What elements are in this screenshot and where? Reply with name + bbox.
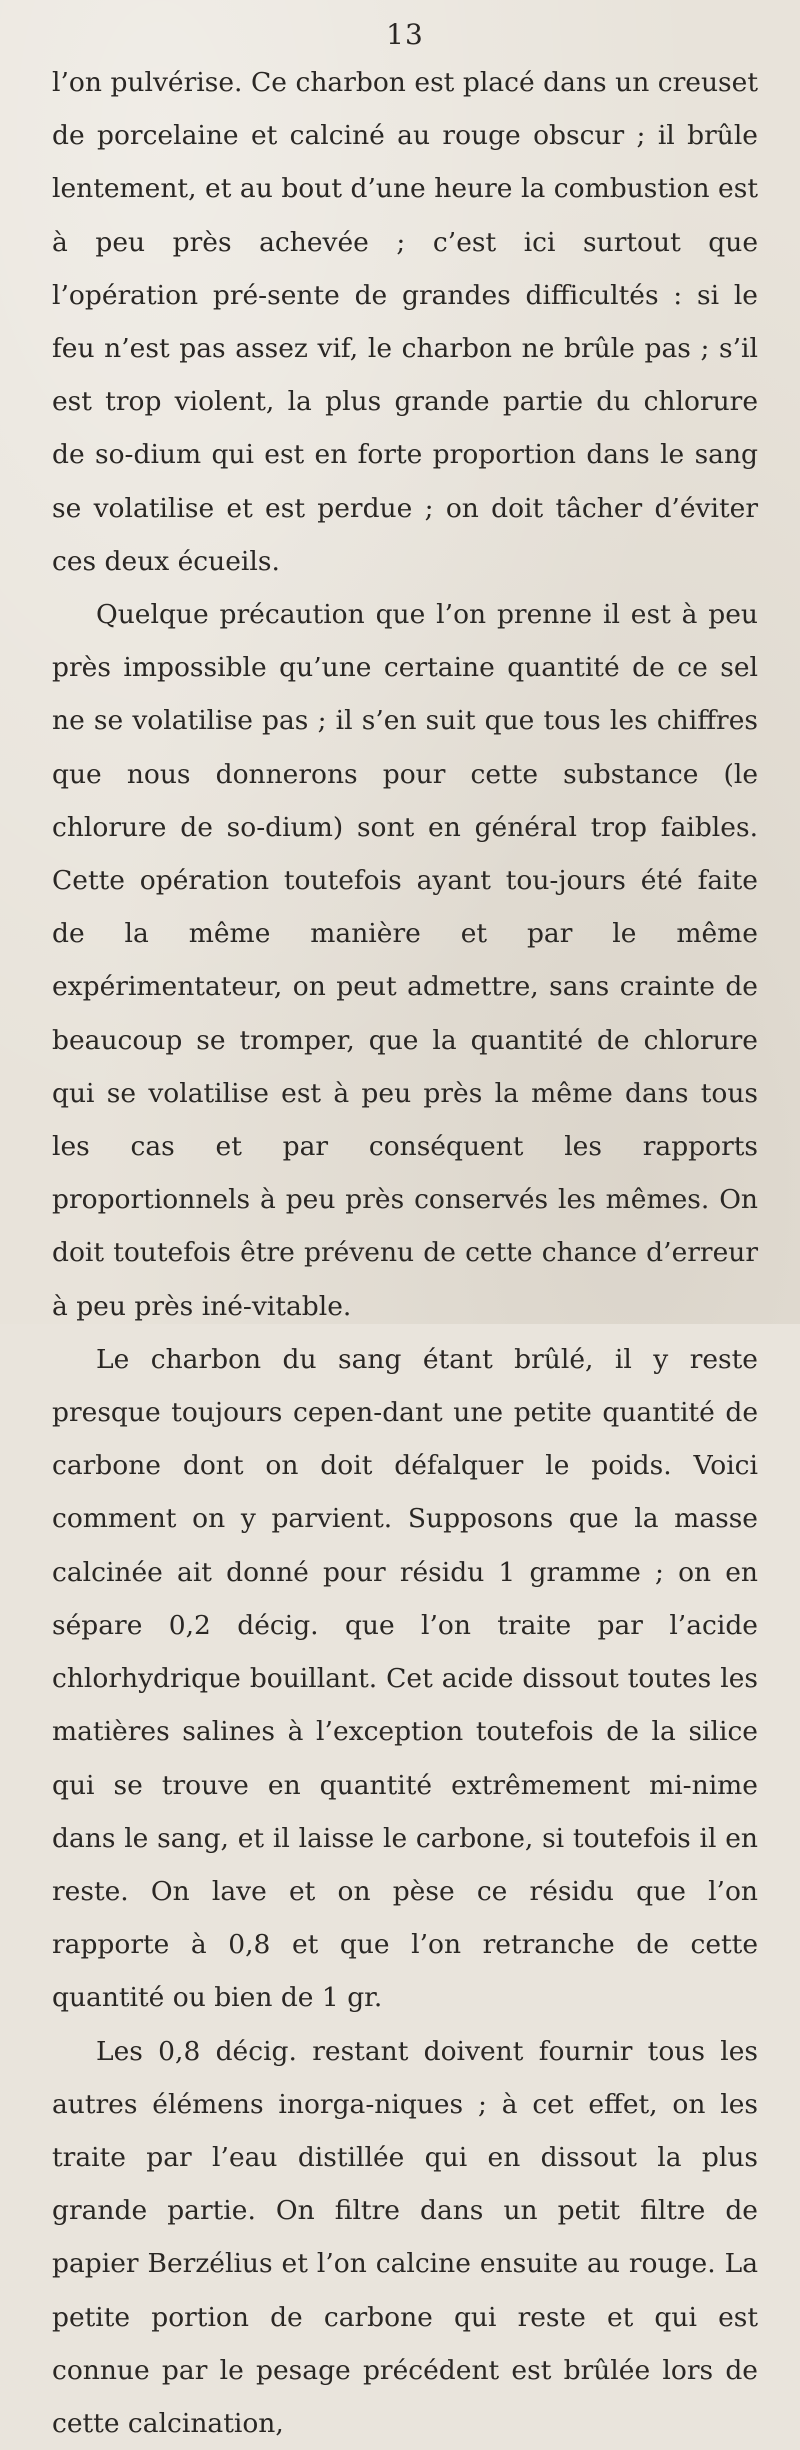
page-number: 13 (386, 18, 424, 51)
paragraph-3: Le charbon du sang étant brûlé, il y reste presque toujours cepen-dant une petite quantité de carbone dont on doit défalquer le poids. Voici comment on y parvient. Supposons que la masse calcinée ait donné pour résidu 1 gramme ; on en sépare 0,2 décig. que l’on traite par l’acide chlorhydrique bouillant. Cet acide dissout toutes les matières salines à l’exception toutefois de la silice qui se trouve en quantité extrêmement mi-nime dans le sang, et il laisse le carbone, si toutefois il en reste. On lave et on pèse ce résidu que l’on rapporte à 0,8 et que l’on retranche de cette quantité ou bien de 1 gr. (52, 1343, 758, 2014)
paragraph-2: Quelque précaution que l’on prenne il est à peu près impossible qu’une certaine quantité de ce sel ne se volatilise pas ; il s’en suit que tous les chiffres que nous donnerons pour cette substance (le chlorure de so-dium) sont en général trop faibles. Cette opération toutefois ayant tou-jours été faite de la même manière et par le même expérimentateur, on peut admettre, sans crainte de beaucoup se tromper, que la quantité de chlorure qui se volatilise est à peu près la même dans tous les cas et par conséquent les rapports proportionnels à peu près conservés les mêmes. On doit toutefois être prévenu de cette chance d’erreur à peu près iné-vitable. (52, 599, 758, 1322)
paragraph-1: l’on pulvérise. Ce charbon est placé dans un creuset de porcelaine et calciné au rouge obscur ; il brûle lentement, et au bout d’une heure la combustion est à peu près achevée ; c’est ici surtout que l’opération pré-sente de grandes difficultés : si le feu n’est pas assez vif, le charbon ne brûle pas ; s’il est trop violent, la plus grande partie du chlorure de so-dium qui est en forte proportion dans le sang se volatilise et est perdue ; on doit tâcher d’éviter ces deux écueils. (52, 67, 758, 577)
paragraph-4: Les 0,8 décig. restant doivent fournir tous les autres élémens inorga-niques ; à cet effet, on les traite par l’eau distillée qui en dissout la plus grande partie. On filtre dans un petit filtre de papier Berzélius et l’on calcine ensuite au rouge. La petite portion de carbone qui reste et qui est connue par le pesage précédent est brûlée lors de cette calcination, (52, 2035, 758, 2439)
